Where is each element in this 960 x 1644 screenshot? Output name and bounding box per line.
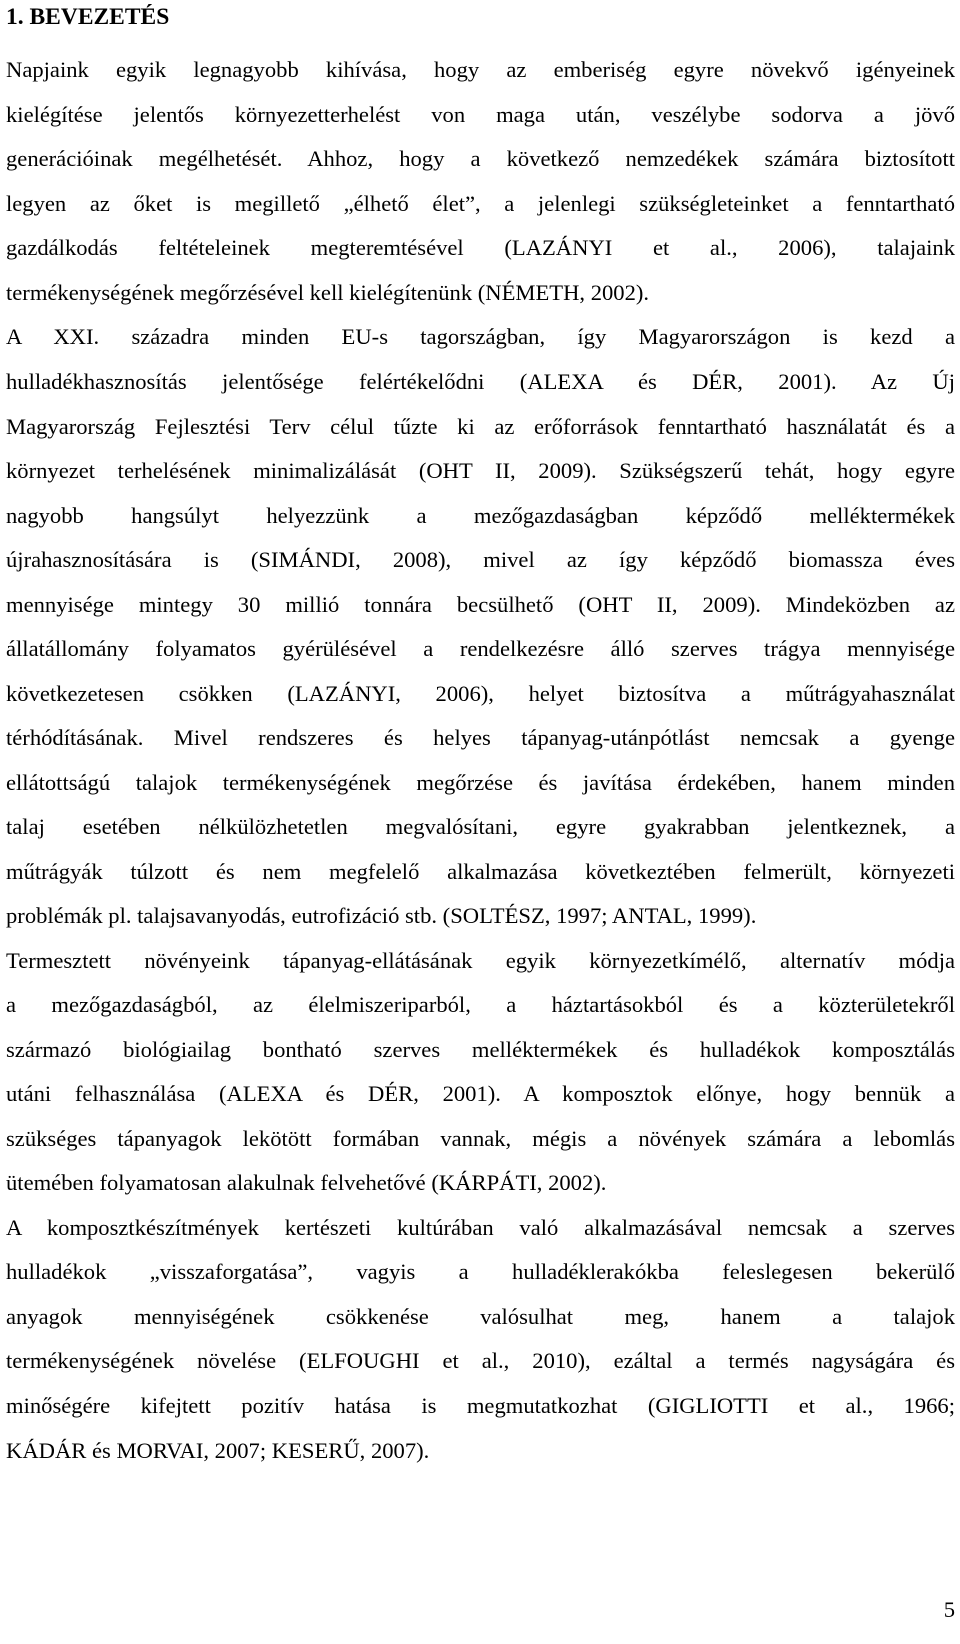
text-line: következetesen csökken (LAZÁNYI, 2006), helyet biztosítva a műtrágyahasználat xyxy=(6,681,955,706)
text-line: generációinak megélhetését. Ahhoz, hogy a következő nemzedékek számára biztosított xyxy=(6,146,955,171)
text-line: talaj esetében nélkülözhetetlen megvalósítani, egyre gyakrabban jelentkeznek, a xyxy=(6,814,955,839)
text-line: mennyisége mintegy 30 millió tonnára becsülhető (OHT II, 2009). Mindeközben az xyxy=(6,592,955,617)
text-line: műtrágyák túlzott és nem megfelelő alkalmazása következtében felmerült, környezeti xyxy=(6,859,955,884)
text-line: problémák pl. talajsavanyodás, eutrofizáció stb. (SOLTÉSZ, 1997; ANTAL, 1999). xyxy=(6,903,757,928)
text-line: ellátottságú talajok termékenységének megőrzése és javítása érdekében, hanem minden xyxy=(6,770,955,795)
text-line: hulladékhasznosítás jelentősége felértékelődni (ALEXA és DÉR, 2001). Az Új xyxy=(6,369,955,394)
text-line: a mezőgazdaságból, az élelmiszeriparból, a háztartásokból és a közterületekről xyxy=(6,992,955,1017)
text-line: termékenységének megőrzésével kell kielégítenünk (NÉMETH, 2002). xyxy=(6,280,650,305)
text-line: anyagok mennyiségének csökkenése valósulhat meg, hanem a talajok xyxy=(6,1304,955,1329)
text-line: Termesztett növényeink tápanyag-ellátásának egyik környezetkímélő, alternatív módja xyxy=(6,948,955,973)
text-line: A komposztkészítmények kertészeti kultúrában való alkalmazásával nemcsak a szerves xyxy=(6,1215,955,1240)
text-line: hulladékok „visszaforgatása”, vagyis a hulladéklerakókba feleslegesen bekerülő xyxy=(6,1259,955,1284)
text-line: A XXI. századra minden EU-s tagországban, így Magyarországon is kezd a xyxy=(6,324,955,349)
text-line: ütemében folyamatosan alakulnak felvehetővé (KÁRPÁTI, 2002). xyxy=(6,1170,607,1195)
text-line: állatállomány folyamatos gyérülésével a rendelkezésre álló szerves trágya mennyisége xyxy=(6,636,955,661)
text-line: származó biológiailag bontható szerves melléktermékek és hulladékok komposztálás xyxy=(6,1037,955,1062)
text-line: kielégítése jelentős környezetterhelést von maga után, veszélybe sodorva a jövő xyxy=(6,102,955,127)
text-line: Napjaink egyik legnagyobb kihívása, hogy az emberiség egyre növekvő igényeinek xyxy=(6,57,955,82)
text-line: térhódításának. Mivel rendszeres és helyes tápanyag-utánpótlást nemcsak a gyenge xyxy=(6,725,955,750)
text-line: környezet terhelésének minimalizálását (OHT II, 2009). Szükségszerű tehát, hogy egyre xyxy=(6,458,955,483)
page-number: 5 xyxy=(943,1597,955,1622)
text-line: újrahasznosítására is (SIMÁNDI, 2008), mivel az így képződő biomassza éves xyxy=(6,547,955,572)
text-line: gazdálkodás feltételeinek megteremtésével (LAZÁNYI et al., 2006), talajaink xyxy=(6,235,955,260)
text-line: legyen az őket is megillető „élhető élet”, a jelenlegi szükségleteinket a fenntartható xyxy=(6,191,955,216)
text-line: szükséges tápanyagok lekötött formában vannak, mégis a növények számára a lebomlás xyxy=(6,1126,955,1151)
text-line: nagyobb hangsúlyt helyezzünk a mezőgazdaságban képződő melléktermékek xyxy=(6,503,955,528)
text-line: minőségére kifejtett pozitív hatása is megmutatkozhat (GIGLIOTTI et al., 1966; xyxy=(6,1393,955,1418)
text-line: termékenységének növelése (ELFOUGHI et al., 2010), ezáltal a termés nagyságára és xyxy=(6,1348,955,1373)
text-line: Magyarország Fejlesztési Terv célul tűzte ki az erőforrások fenntartható használatát és a xyxy=(6,414,955,439)
section-heading: 1. BEVEZETÉS xyxy=(6,4,170,30)
text-line: KÁDÁR és MORVAI, 2007; KESERŰ, 2007). xyxy=(6,1438,430,1463)
text-line: utáni felhasználása (ALEXA és DÉR, 2001). A komposztok előnye, hogy bennük a xyxy=(6,1081,955,1106)
